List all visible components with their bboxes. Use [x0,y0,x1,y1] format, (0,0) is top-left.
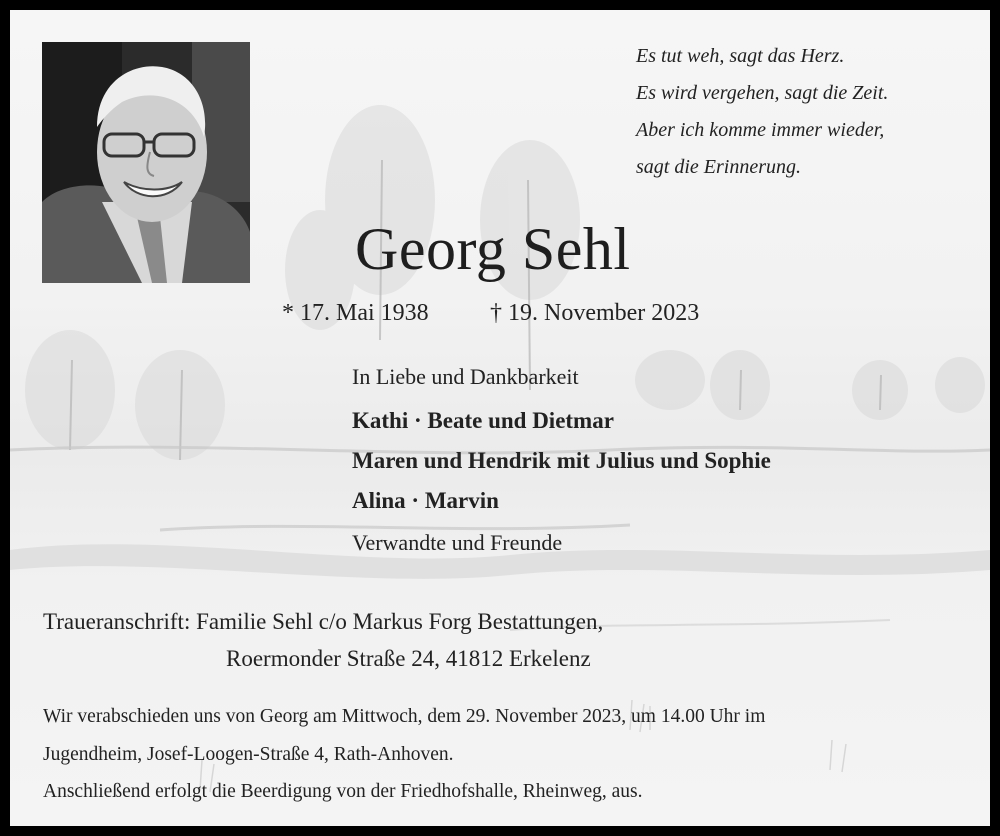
death-date: † 19. November 2023 [490,300,700,326]
poem [636,38,888,186]
address-line-2: Roermonder Straße 24, 41812 Erkelenz [226,646,591,671]
portrait-photo [42,42,250,283]
address-line-1: Traueranschrift: Familie Sehl c/o Markus Forg Bestattungen, [43,609,604,634]
obituary-card [10,10,990,826]
poem-line: Aber ich komme immer wieder, [636,119,885,141]
poem-line: Es tut weh, sagt das Herz. [636,45,845,67]
service-line: Anschließend erfolgt die Beerdigung von der Friedhofshalle, Rheinweg, aus. [43,781,643,802]
service-info [43,698,973,811]
family-block [352,364,771,556]
poem-line: sagt die Erinnerung. [636,156,801,178]
service-line: Wir verabschieden uns von Georg am Mittwoch, dem 29. November 2023, um 14.00 Uhr im [43,706,766,727]
mourning-address [43,603,603,677]
service-line: Jugendheim, Josef-Loogen-Straße 4, Rath-Anhoven. [43,743,454,765]
birth-date: * 17. Mai 1938 [282,300,429,326]
deceased-name: Georg Sehl [355,216,631,282]
family-intro: In Liebe und Dankbarkeit [352,364,579,389]
relatives-line: Verwandte und Freunde [352,530,563,555]
family-member-line: Kathi · Beate und Dietmar [352,408,614,433]
family-member-line: Alina · Marvin [352,488,499,513]
poem-line: Es wird vergehen, sagt die Zeit. [636,82,889,104]
family-member-line: Maren und Hendrik mit Julius und Sophie [352,448,771,473]
